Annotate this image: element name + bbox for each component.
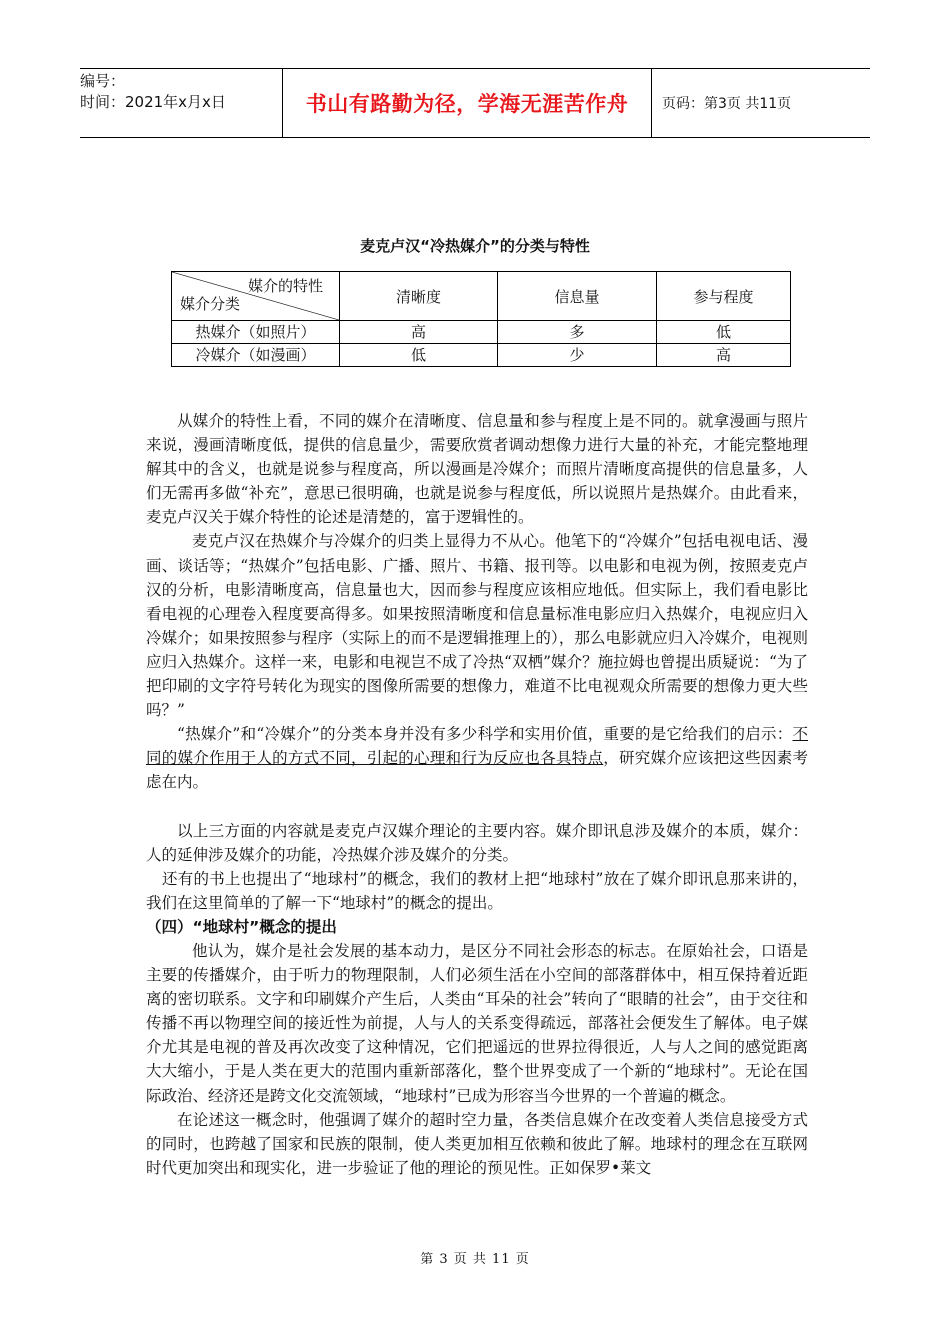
table-cell: 高 [340, 321, 498, 344]
paragraph: 以上三方面的内容就是麦克卢汉媒介理论的主要内容。媒介即讯息涉及媒介的本质，媒介：人的延伸涉及媒介的功能，冷热媒介涉及媒介的分类。 [146, 821, 808, 864]
table-cell: 高 [657, 344, 791, 367]
paragraph: 从媒介的特性上看，不同的媒介在清晰度、信息量和参与程度上是不同的。就拿漫画与照片来说，漫画清晰度低，提供的信息量少，需要欣赏者调动想像力进行大量的补充，才能完整地理解其中的含义，也就是说参与程度高，所以漫画是冷媒介；而照片清晰度高提供的信息量多，人们无需再多做“补充”，意思已很明确，也就是说参与程度低，所以说照片是热媒介。由此看来，麦克卢汉关于媒介特性的论述是清楚的，富于逻辑性的。 [146, 412, 808, 527]
section-heading: （四）“地球村”概念的提出 [146, 917, 337, 936]
header-page-label: 页码：第3页 共11页 [662, 96, 792, 112]
column-header: 参与程度 [657, 272, 791, 321]
corner-label-category: 媒介分类 [180, 295, 241, 313]
table-cell: 低 [340, 344, 498, 367]
paragraph: 在论述这一概念时，他强调了媒介的超时空力量，各类信息媒介在改变着人类信息接受方式的同时，也跨越了国家和民族的限制，使人类更加相互依赖和彼此了解。地球村的理念在互联网时代更加突出和现实化，进一步验证了他的理论的预见性。正如保罗•莱文 [146, 1110, 808, 1177]
header-meta [80, 69, 283, 137]
paragraph: 他认为，媒介是社会发展的基本动力，是区分不同社会形态的标志。在原始社会，口语是主要的传播媒介，由于听力的物理限制，人们必须生活在小空间的部落群体中，相互保持着近距离的密切联系。文字和印刷媒介产生后，人类由“耳朵的社会”转向了“眼睛的社会”，由于交往和传播不再以物理空间的接近性为前提，人与人的关系变得疏远，部落社会便发生了解体。电子媒介尤其是电视的普及再次改变了这种情况，它们把遥远的世界拉得很近，人与人之间的感觉距离大大缩小，于是人类在更大的范围内重新部落化，整个世界变成了一个新的“地球村”。无论在国际政治、经济还是跨文化交流领域，“地球村”已成为形容当今世界的一个普遍的概念。 [146, 941, 808, 1105]
paragraph: 还有的书上也提出了“地球村”的概念，我们的教材上把“地球村”放在了媒介即讯息那来讲的，我们在这里简单的了解一下“地球村”的概念的提出。 [146, 869, 808, 912]
table-row [172, 321, 791, 344]
row-header: 冷媒介（如漫画） [172, 344, 340, 367]
table-cell: 多 [498, 321, 657, 344]
paragraph: 麦克卢汉在热媒介与冷媒介的归类上显得力不从心。他笔下的“冷媒介”包括电视电话、漫画、谈话等；“热媒介”包括电影、广播、照片、书籍、报刊等。以电影和电视为例，按照麦克卢汉的分析，电影清晰度高，信息量也大，因而参与程度应该相应地低。但实际上，我们看电影比看电视的心理卷入程度要高得多。如果按照清晰度和信息量标准电影应归入热媒介，电视应归入冷媒介；如果按照参与程序（实际上的而不是逻辑推理上的），那么电影就应归入冷媒介，电视则应归入热媒介。这样一来，电影和电视岂不成了冷热“双栖”媒介？施拉姆也曾提出质疑说：“为了把印刷的文字符号转化为现实的图像所需要的想像力，难道不比电视观众所需要的想像力更大些吗？” [146, 532, 808, 720]
column-header: 信息量 [498, 272, 657, 321]
paragraph-text: “热媒介”和“冷媒介”的分类本身并没有多少科学和实用价值，重要的是它给我们的启示： [177, 725, 793, 744]
document-date-label: 时间：2021年x月x日 [80, 93, 226, 111]
row-header: 热媒介（如照片） [172, 321, 340, 344]
table-cell: 少 [498, 344, 657, 367]
page-footer: 第 3 页 共 11 页 [420, 1252, 530, 1267]
column-header: 清晰度 [340, 272, 498, 321]
table-title: 麦克卢汉“冷热媒介”的分类与特性 [360, 237, 590, 255]
corner-label-characteristics: 媒介的特性 [247, 277, 323, 295]
header-motto: 书山有路勤为径，学海无涯苦作舟 [283, 69, 652, 137]
underlined-text: 不同的媒介作用于人的方式不同，引起的心理和行为反应也各具特点 [146, 725, 808, 768]
paragraph [146, 722, 808, 794]
document-number-label: 编号： [80, 72, 126, 90]
body-text [146, 409, 808, 1180]
table-corner-header [172, 272, 340, 321]
media-classification-table [171, 271, 791, 367]
paragraph-text: ，研究媒介应该把这些因素考虑在内。 [146, 749, 808, 792]
page-header [80, 68, 870, 138]
table-row [172, 344, 791, 367]
table-cell: 低 [657, 321, 791, 344]
